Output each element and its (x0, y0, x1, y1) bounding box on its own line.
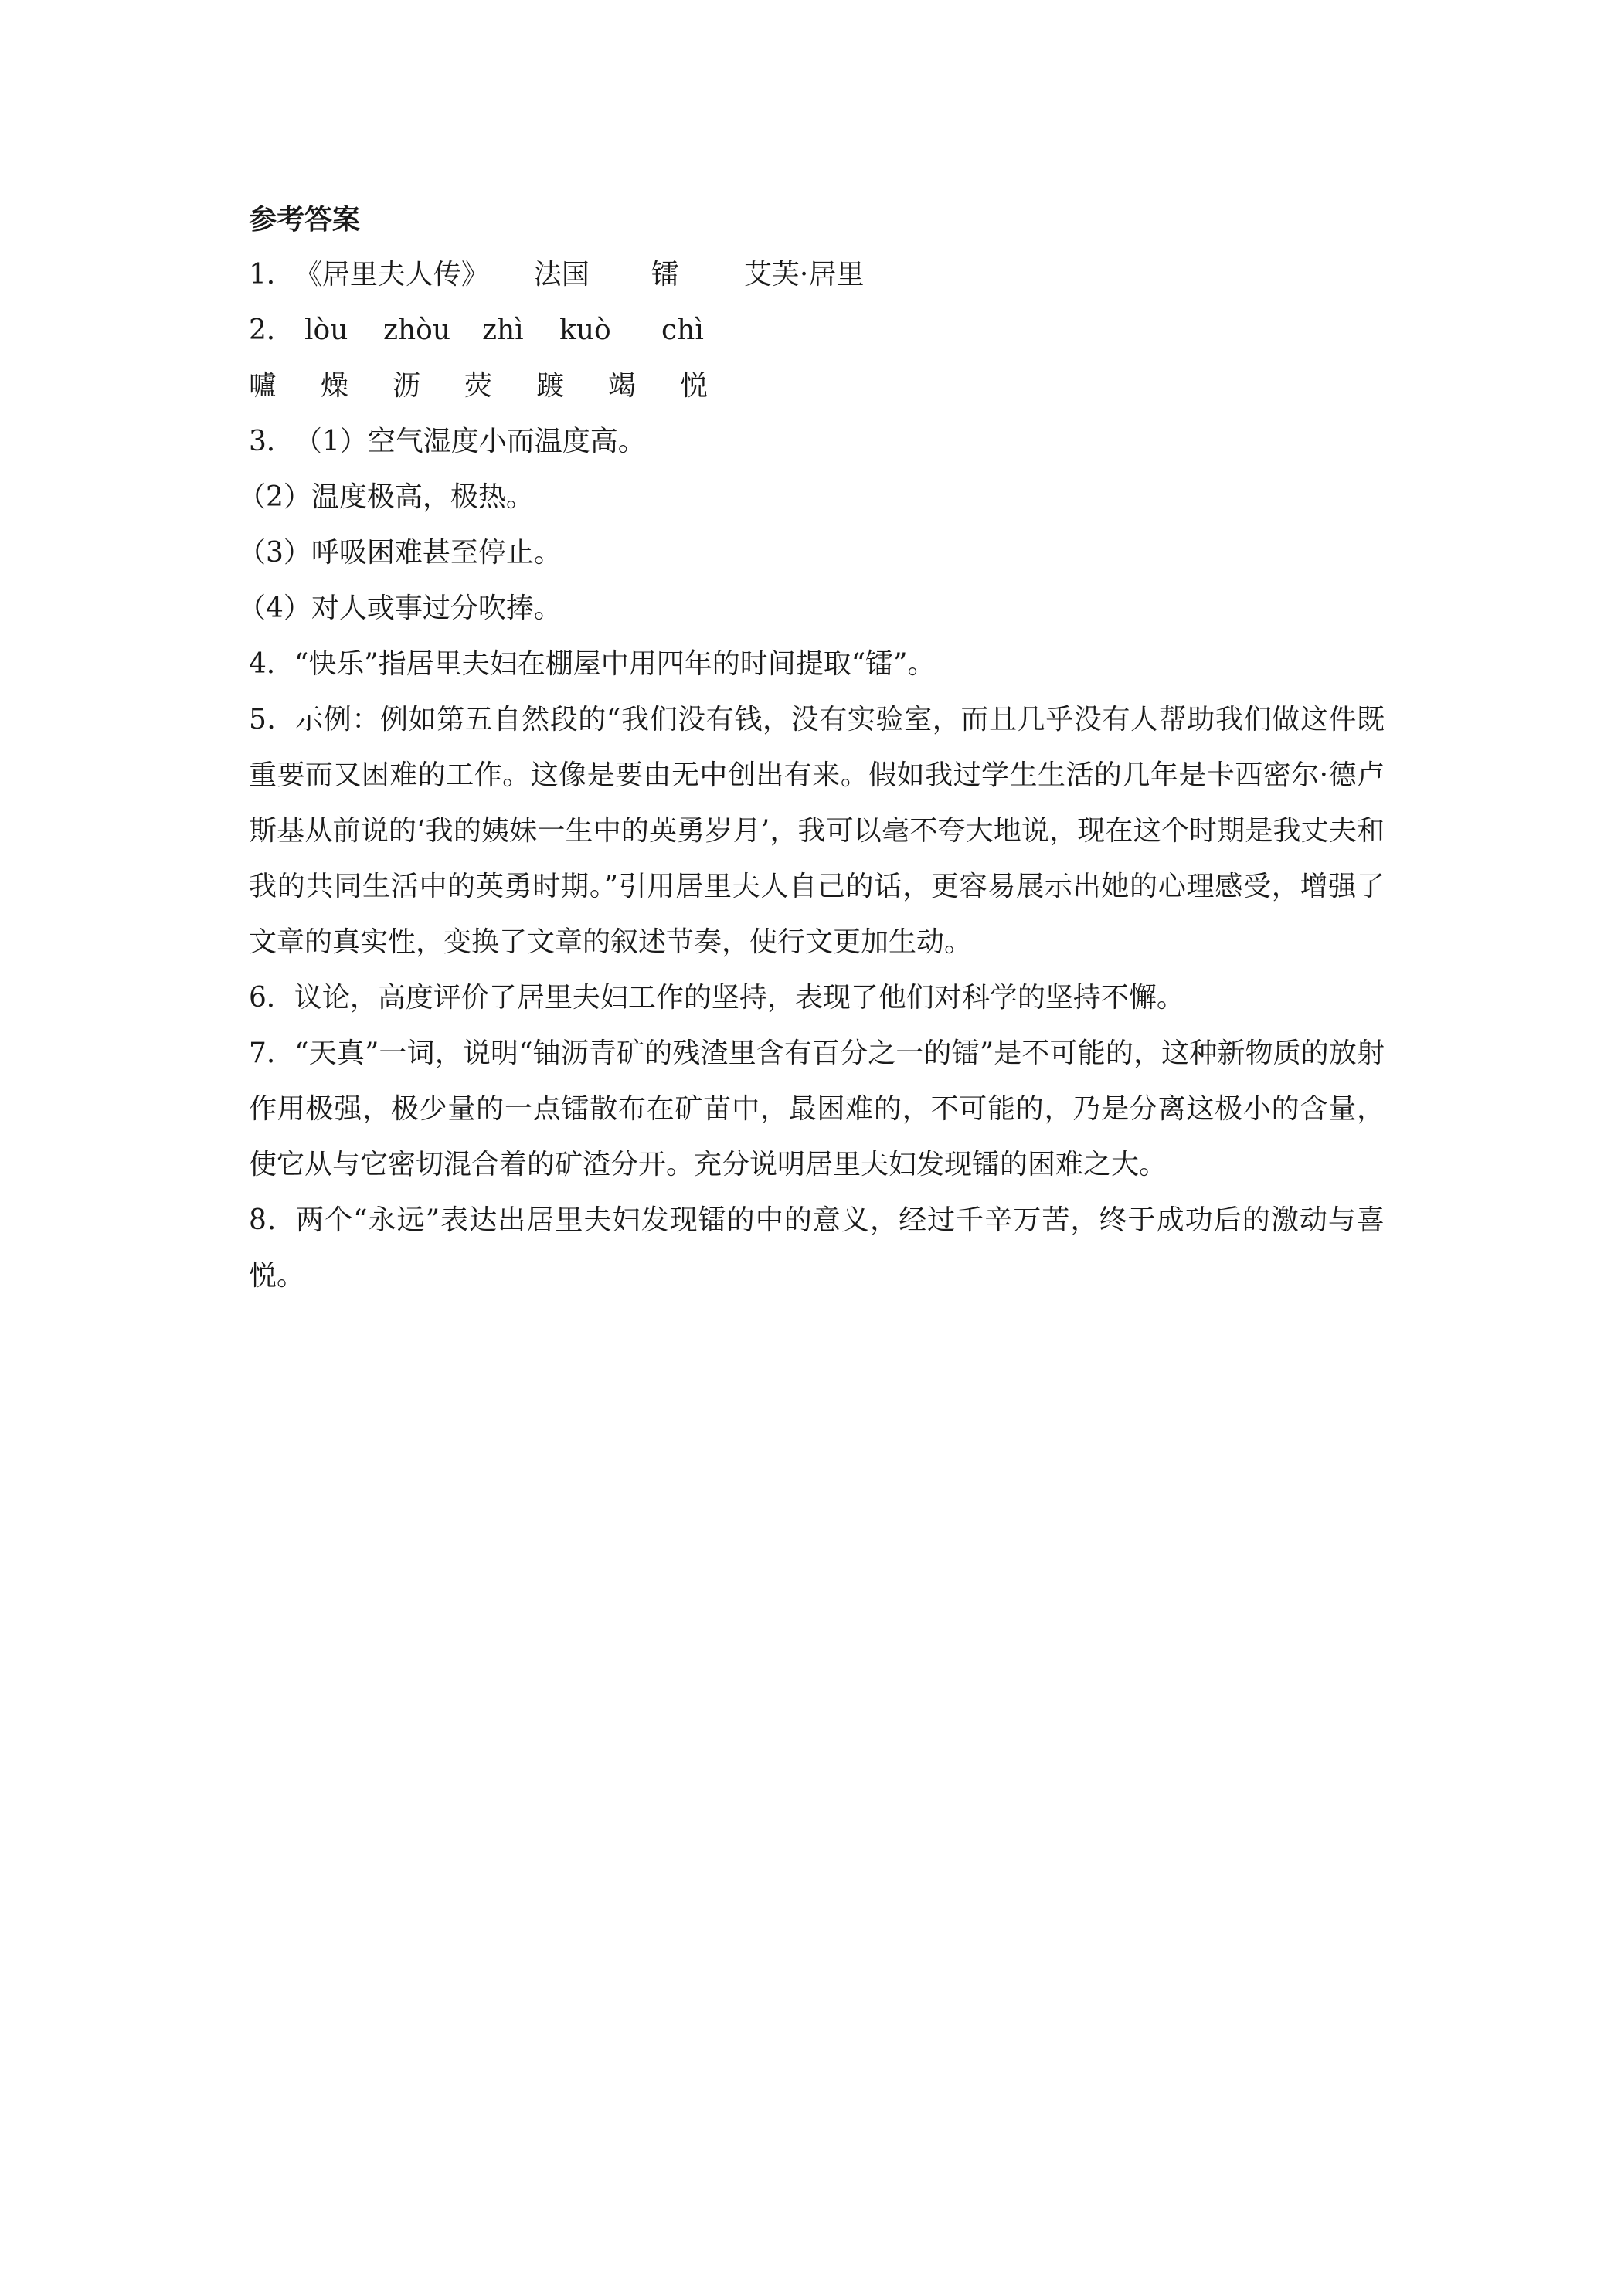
answer-1-number: 1． (249, 259, 294, 290)
answer-1-item: 法国 (533, 259, 590, 290)
character-item: 荧 (464, 370, 493, 402)
character-item: 沥 (393, 370, 421, 402)
answer-3-part-4: （4）对人或事过分吹捧。 (238, 593, 562, 624)
answer-3-part-3: （3）呼吸困难甚至停止。 (238, 537, 562, 569)
character-item: 燥 (321, 370, 349, 402)
answer-1-item: 《居里夫人传》 (294, 259, 489, 290)
page-title: 参考答案 (249, 203, 361, 236)
answer-6: 6．议论，高度评价了居里夫妇工作的坚持，表现了他们对科学的坚持不懈。 (249, 982, 1184, 1014)
answer-2-characters (249, 358, 1385, 414)
pinyin-item: zhòu (383, 314, 451, 346)
pinyin-item: chì (661, 314, 704, 346)
character-item: 竭 (608, 370, 637, 402)
pinyin-item: kuò (559, 314, 611, 346)
character-item: 踱 (536, 370, 565, 402)
answer-8: 8．两个“永远”表达出居里夫妇发现镭的中的意义，经过千辛万苦，终于成功后的激动与喜悦。 (249, 1204, 1385, 1292)
answer-7: 7．“天真”一词，说明“铀沥青矿的残渣里含有百分之一的镭”是不可能的，这种新物质的放射作用极强，极少量的一点镭散布在矿苗中，最困难的，不可能的，乃是分离这极小的含量，使它从与它密切混合着的矿渣分开。充分说明居里夫妇发现镭的困难之大。 (249, 1038, 1385, 1180)
character-item: 悦 (680, 370, 709, 402)
answer-2-pinyin (249, 303, 1385, 358)
answer-3-part-1: （1）空气湿度小而温度高。 (294, 426, 646, 457)
pinyin-item: zhì (482, 314, 524, 346)
answer-1 (249, 247, 1385, 303)
answer-2-number: 2． (249, 314, 294, 346)
answer-3-part-2: （2）温度极高，极热。 (238, 481, 534, 513)
answer-3 (249, 414, 1385, 470)
character-item: 嚧 (249, 370, 277, 402)
answer-1-item: 镭 (651, 259, 679, 290)
answer-1-item: 艾芙·居里 (743, 259, 865, 290)
answer-5: 5．示例：例如第五自然段的“我们没有钱，没有实验室，而且几乎没有人帮助我们做这件既重要而又困难的工作。这像是要由无中创出有来。假如我过学生生活的几年是卡西密尔·德卢斯基从前说的‘我的姨妹一生中的英勇岁月’，我可以毫不夸大地说，现在这个时期是我丈夫和我的共同生活中的英勇时期。”引用居里夫人自己的话，更容易展示出她的心理感受，增强了文章的真实性，变换了文章的叙述节奏，使行文更加生动。 (249, 704, 1385, 958)
answer-4: 4．“快乐”指居里夫妇在棚屋中用四年的时间提取“镭”。 (249, 648, 936, 680)
answer-content (238, 192, 1385, 1304)
answer-3-number: 3． (249, 426, 294, 457)
pinyin-item: lòu (304, 314, 348, 346)
